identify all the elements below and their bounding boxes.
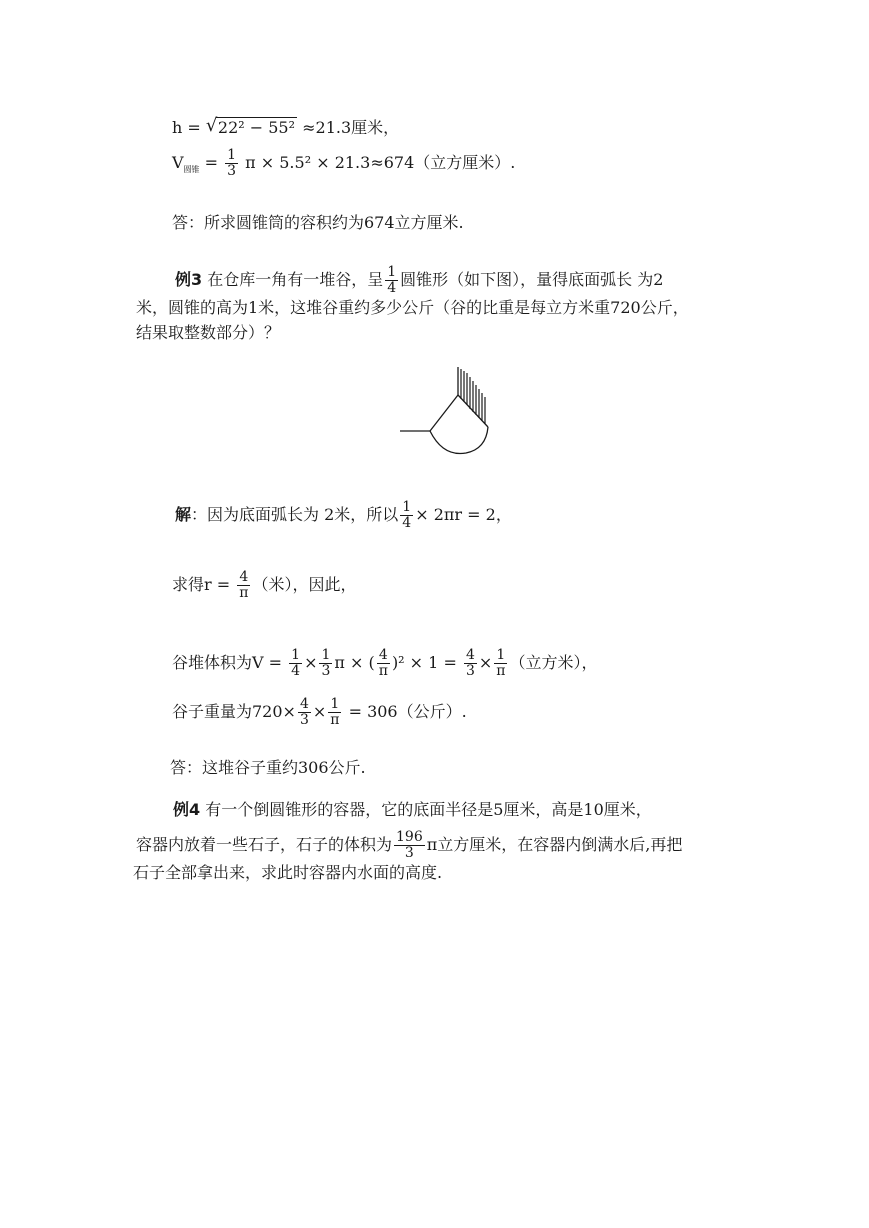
cone-volume-formula [172, 148, 515, 180]
fraction-one-quarter: $\frac{1}{4}$ [387, 264, 397, 296]
fraction-one-over-pi: $\frac{1}{\pi}$ [330, 696, 340, 728]
example3-label: 例3 [175, 270, 203, 289]
v-rest: π × 5.5² × 21.3≈674（立方厘米）. [245, 153, 516, 172]
radical-sign: √ [205, 115, 218, 136]
example4-line1: 例4 有一个倒圆锥形的容器，它的底面半径是5厘米，高是10厘米， [173, 800, 652, 819]
fraction-four-thirds: $\frac{4}{3}$ [465, 647, 475, 679]
fraction-four-over-pi: $\frac{4}{\pi}$ [378, 647, 388, 679]
solution-label: 解 [175, 505, 192, 524]
fraction-one-over-pi: $\frac{1}{\pi}$ [496, 647, 506, 679]
fraction-one-quarter: $\frac{1}{4}$ [291, 647, 301, 679]
fraction-four-thirds: $\frac{4}{3}$ [299, 696, 309, 728]
answer-3: 答：这堆谷子重约306公斤. [170, 758, 366, 777]
figure-wall-hatching [461, 369, 485, 424]
v-subscript: 圆锥 [183, 165, 200, 175]
quarter-cone-figure [398, 365, 508, 460]
example4-line3: 石子全部拿出来，求此时容器内水面的高度. [133, 863, 443, 882]
fraction-196-thirds: $\frac{196}{3}$ [396, 829, 423, 861]
fraction-four-over-pi: $\frac{4}{\pi}$ [239, 569, 249, 601]
solution3-line1: 解：因为底面弧长为 2米，所以 $\frac{1}{4}$ × 2πr = 2， [175, 499, 512, 531]
fraction-one-quarter: $\frac{1}{4}$ [402, 499, 412, 531]
example4-label: 例4 [173, 800, 201, 819]
height-formula [172, 115, 400, 138]
example3-line2: 米，圆锥的高为1米，这堆谷重约多少公斤（谷的比重是每立方米重720公斤， [136, 298, 689, 317]
answer-2: 答：所求圆锥筒的容积约为674立方厘米. [172, 213, 464, 232]
example3-line1: 例3 在仓库一角有一堆谷，呈 $\frac{1}{4}$ 圆锥形（如下图），量得底面弧长 为2 [175, 264, 664, 296]
solution3-weight: 谷子重量为720× $\frac{4}{3}$ × $\frac{1}{\pi}$ = 306（公斤）. [172, 696, 467, 728]
solution3-volume: 谷堆体积为V = $\frac{1}{4}$ × $\frac{1}{3}$ π × ( $\frac{4}{\pi}$ )² × 1 = $\frac{4}{3}$ × $\frac{1}{\pi}$ （立方米）， [172, 647, 598, 679]
v-eq: = [199, 153, 224, 172]
fraction-one-third: $\frac{1}{3}$ [227, 147, 237, 179]
v-symbol: V [172, 153, 184, 172]
fraction-one-third: $\frac{1}{3}$ [321, 647, 331, 679]
h-lhs: h = [172, 118, 206, 137]
example3-line3: 结果取整数部分）？ [136, 323, 281, 342]
figure-cone-edge [430, 395, 458, 431]
radicand: 22² − 55² [217, 118, 296, 137]
example4-line2: 容器内放着一些石子，石子的体积为 $\frac{196}{3}$ π立方厘米，在容器内倒满水后,再把 [136, 829, 683, 861]
h-rhs: ≈21.3厘米， [302, 118, 400, 137]
square-root [205, 115, 297, 138]
solution3-line2: 求得r = $\frac{4}{\pi}$ （米），因此， [172, 569, 357, 601]
figure-base-arc [430, 427, 488, 454]
